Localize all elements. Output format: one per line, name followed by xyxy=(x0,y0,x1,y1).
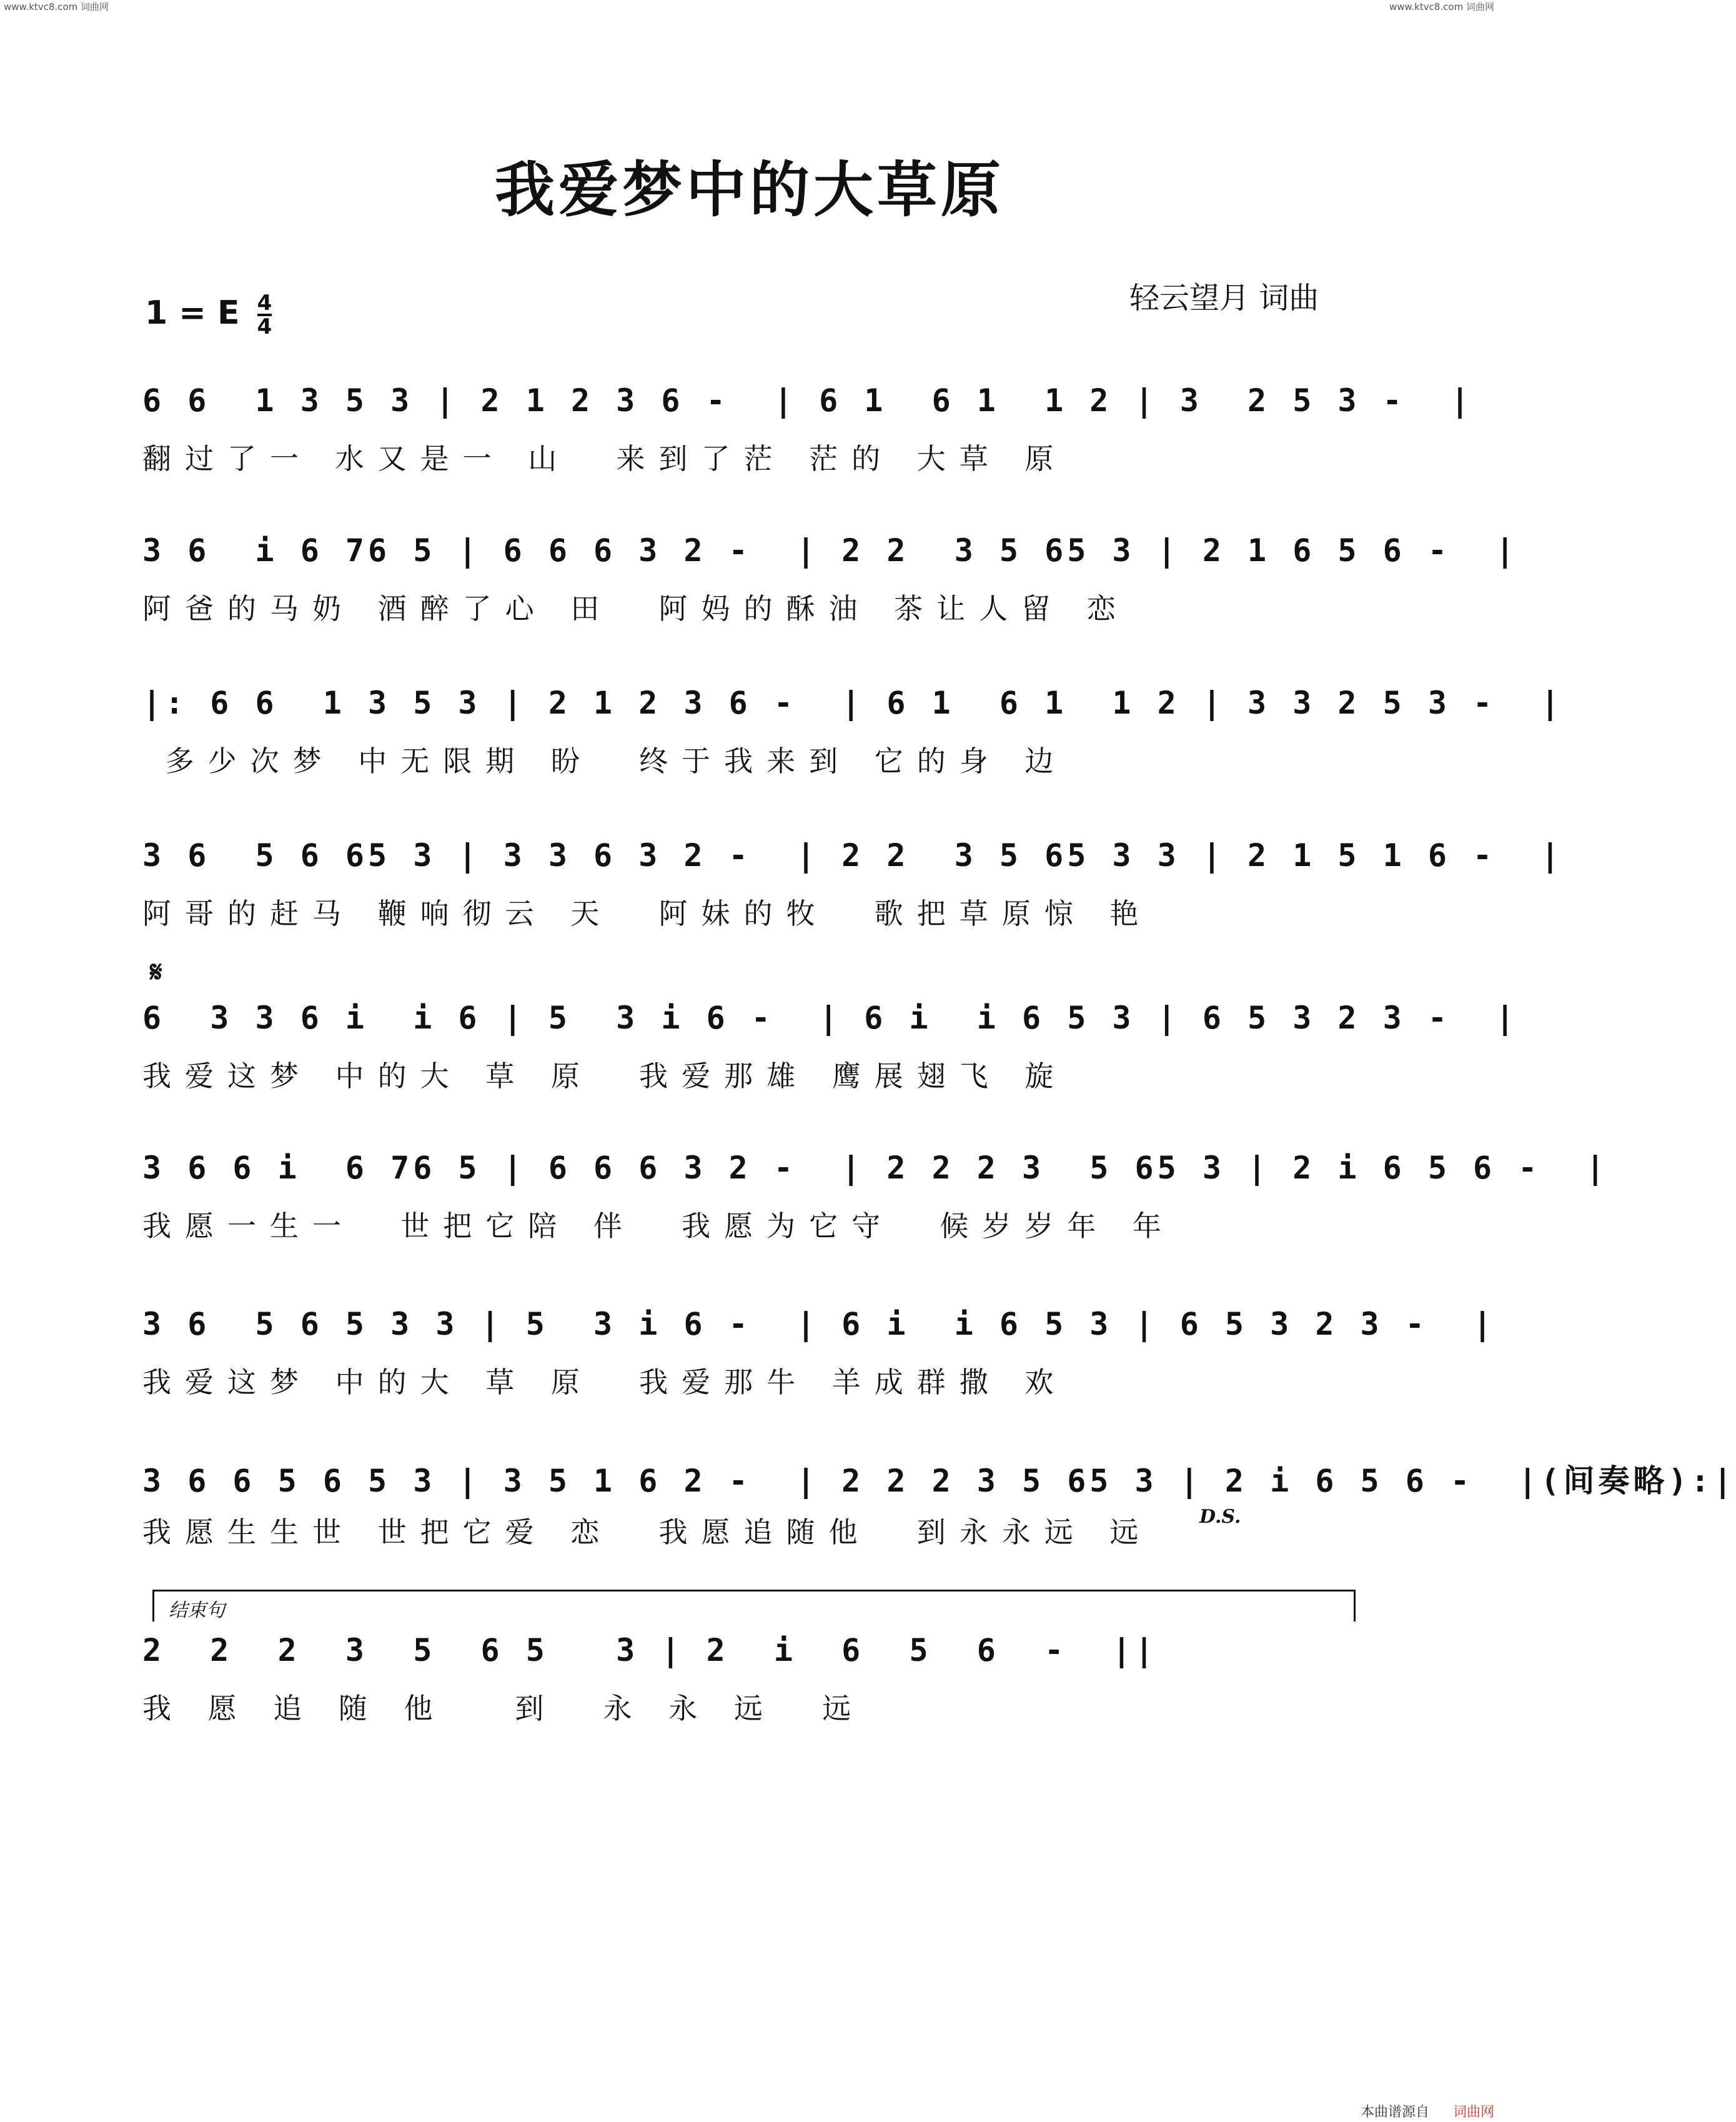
notation-line: 3 6 5 6 65 3 | 3 3 6 3 2 - | 2 2 3 5 65 3 3 | 2 1 5 1 6 - | xyxy=(142,837,1564,874)
score-row-1 xyxy=(0,382,1499,532)
score-row-ending xyxy=(0,1632,1499,1782)
header-right: www.ktvc8.com 词曲网 xyxy=(1389,1,1494,12)
notation-line: 6 3 3 6 i i 6 | 5 3 i 6 - | 6 i i 6 5 3 | 6 5 3 2 3 - | xyxy=(142,1000,1519,1036)
time-denominator: 4 xyxy=(257,314,272,339)
author: 轻云望月 词曲 xyxy=(1129,281,1319,316)
time-signature xyxy=(257,292,272,337)
lyrics-line: 我爱这梦 中的大 草 原 我爱那雄 鹰展翅飞 旋 xyxy=(142,1059,1068,1093)
header-left: www.ktvc8.com 词曲网 xyxy=(4,1,109,12)
score-row-6 xyxy=(0,1150,1609,1300)
key-signature xyxy=(145,292,272,337)
lyrics-line: 我愿生生世 世把它爱 恋 我愿追随他 到永永远 远 xyxy=(142,1515,1153,1549)
notation-line: 3 6 i 6 76 5 | 6 6 6 3 2 - | 2 2 3 5 65 3 | 2 1 6 5 6 - | xyxy=(142,532,1519,569)
notation-line: |: 6 6 1 3 5 3 | 2 1 2 3 6 - | 6 1 6 1 1 2 | 3 3 2 5 3 - | xyxy=(142,685,1564,721)
lyrics-line: 我愿一生一 世把它陪 伴 我愿为它守 候岁岁年 年 xyxy=(142,1209,1175,1243)
lyrics-line: 阿哥的赶马 鞭响彻云 天 阿妹的牧 歌把草原惊 艳 xyxy=(142,897,1153,930)
page-title: 我爱梦中的大草原 xyxy=(495,154,1004,225)
ending-label: 结束句 xyxy=(169,1600,225,1621)
score-row-2 xyxy=(0,532,1519,682)
footer-source: 本曲谱源自 xyxy=(1360,2105,1429,2120)
notation-line: 2 2 2 3 5 6 5 3 | 2 i 6 5 6 - || xyxy=(142,1632,1158,1668)
dal-segno-mark: D.S. xyxy=(1199,1506,1241,1528)
notation-line: 3 6 6 i 6 76 5 | 6 6 6 3 2 - | 2 2 2 3 5 65 3 | 2 i 6 5 6 - | xyxy=(142,1150,1609,1186)
lyrics-line: 多少次梦 中无限期 盼 终于我来到 它的身 边 xyxy=(142,744,1068,778)
score-row-3 xyxy=(0,685,1564,835)
lyrics-line: 翻过了一 水又是一 山 来到了茫 茫的 大草 原 xyxy=(142,442,1068,476)
ending-bracket xyxy=(152,1590,1356,1621)
score-row-8 xyxy=(0,1456,1736,1606)
score-row-7 xyxy=(0,1306,1499,1456)
key-label: 1 = E xyxy=(145,294,240,332)
score-row-4 xyxy=(0,837,1564,987)
notation-line: 6 6 1 3 5 3 | 2 1 2 3 6 - | 6 1 6 1 1 2 | 3 2 5 3 - | xyxy=(142,382,1474,419)
lyrics-line: 我爱这梦 中的大 草 原 我爱那牛 羊成群撒 欢 xyxy=(142,1365,1068,1399)
footer-site-logo: 词曲网 xyxy=(1452,2105,1494,2120)
segno-sign: 𝄋 xyxy=(150,955,162,989)
notation-line: 3 6 5 6 5 3 3 | 5 3 i 6 - | 6 i i 6 5 3 | 6 5 3 2 3 - | xyxy=(142,1306,1496,1342)
lyrics-line: 我 愿 追 随 他 到 永 永 远 远 xyxy=(142,1691,865,1725)
lyrics-line: 阿爸的马奶 酒醉了心 田 阿妈的酥油 茶让人留 恋 xyxy=(142,592,1129,625)
notation-line: 3 6 6 5 6 5 3 | 3 5 1 6 2 - | 2 2 2 3 5 65 3 | 2 i 6 5 6 - |(间奏略):| xyxy=(142,1463,1736,1499)
time-numerator: 4 xyxy=(257,291,272,316)
score-row-5 xyxy=(0,1000,1519,1150)
